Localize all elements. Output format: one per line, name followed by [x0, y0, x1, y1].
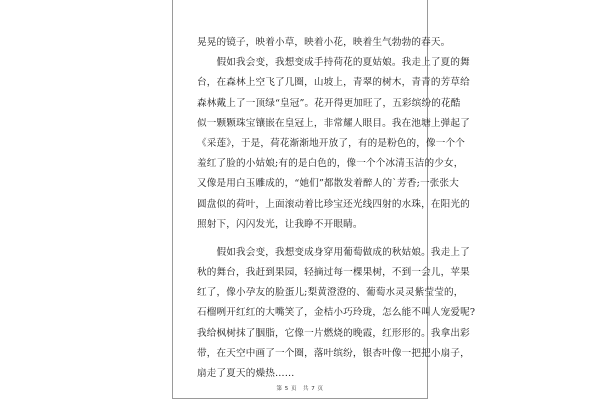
text-line: 石榴咧开红红的大嘴笑了，金桔小巧玲珑，怎么能不叫人宠爱呢? — [197, 307, 476, 319]
text-line: 我给枫树抹了胭脂，它像一片燃烧的晚霞，红形形的。我拿出彩 — [197, 327, 470, 339]
text-line: 台，在森林上空飞了几圈，山坡上，青翠的树木，青青的芳草给 — [197, 77, 470, 89]
document-page — [172, 0, 476, 399]
paragraph-gap — [197, 235, 409, 243]
text-line: 照射下，闪闪发光，让我睁不开眼睛。 — [197, 218, 363, 230]
text-line: 带，在天空中画了一个圈，落叶缤纷，银杏叶像一把把小扇子， — [197, 347, 470, 359]
text-line: 羞红了脸的小姑娘;有的是白色的，像一个个冰清玉洁的少女， — [197, 158, 464, 170]
text-line: 假如我会变，我想变成手持荷花的夏姑娘。我走上了夏的舞 — [197, 57, 470, 69]
body-text — [197, 33, 476, 384]
text-line: 森林戴上了一顶绿“皇冠”。花开得更加旺了，五彩缤纷的花酷 — [197, 97, 461, 109]
text-line: 假如我会变，我想变成身穿用葡萄做成的秋姑娘。我走上了 — [197, 246, 470, 258]
text-line: 又像是用白玉雕成的，“她们”都散发着醉人的`芳香;一张张大 — [197, 178, 460, 190]
text-line: 似一颗颗珠宝镶嵌在皇冠上，非常耀人眼目。我在池塘上弹起了 — [197, 117, 470, 129]
text-line: 圆盘似的荷叶，上面滚动着比珍宝还光线四射的水珠，在阳光的 — [197, 198, 470, 210]
text-line: 晃晃的镜子，映着小草，映着小花，映着生气勃勃的春天。 — [197, 37, 451, 48]
page-footer: 第 5 页 共 7 页 — [276, 386, 324, 392]
text-line: 《采莲》，于是，荷花渐渐地开放了，有的是粉色的，像一个个 — [197, 137, 466, 149]
text-line: 扇走了夏天的燥热…… — [197, 368, 295, 379]
text-line: 秋的舞台，我赶到果园，轻摘过每一棵果树，不到一会儿，苹果 — [197, 267, 470, 279]
text-line: 红了，像小孕友的脸蛋儿;梨黄澄澄的、葡萄水灵灵紫莹莹的， — [197, 287, 464, 299]
